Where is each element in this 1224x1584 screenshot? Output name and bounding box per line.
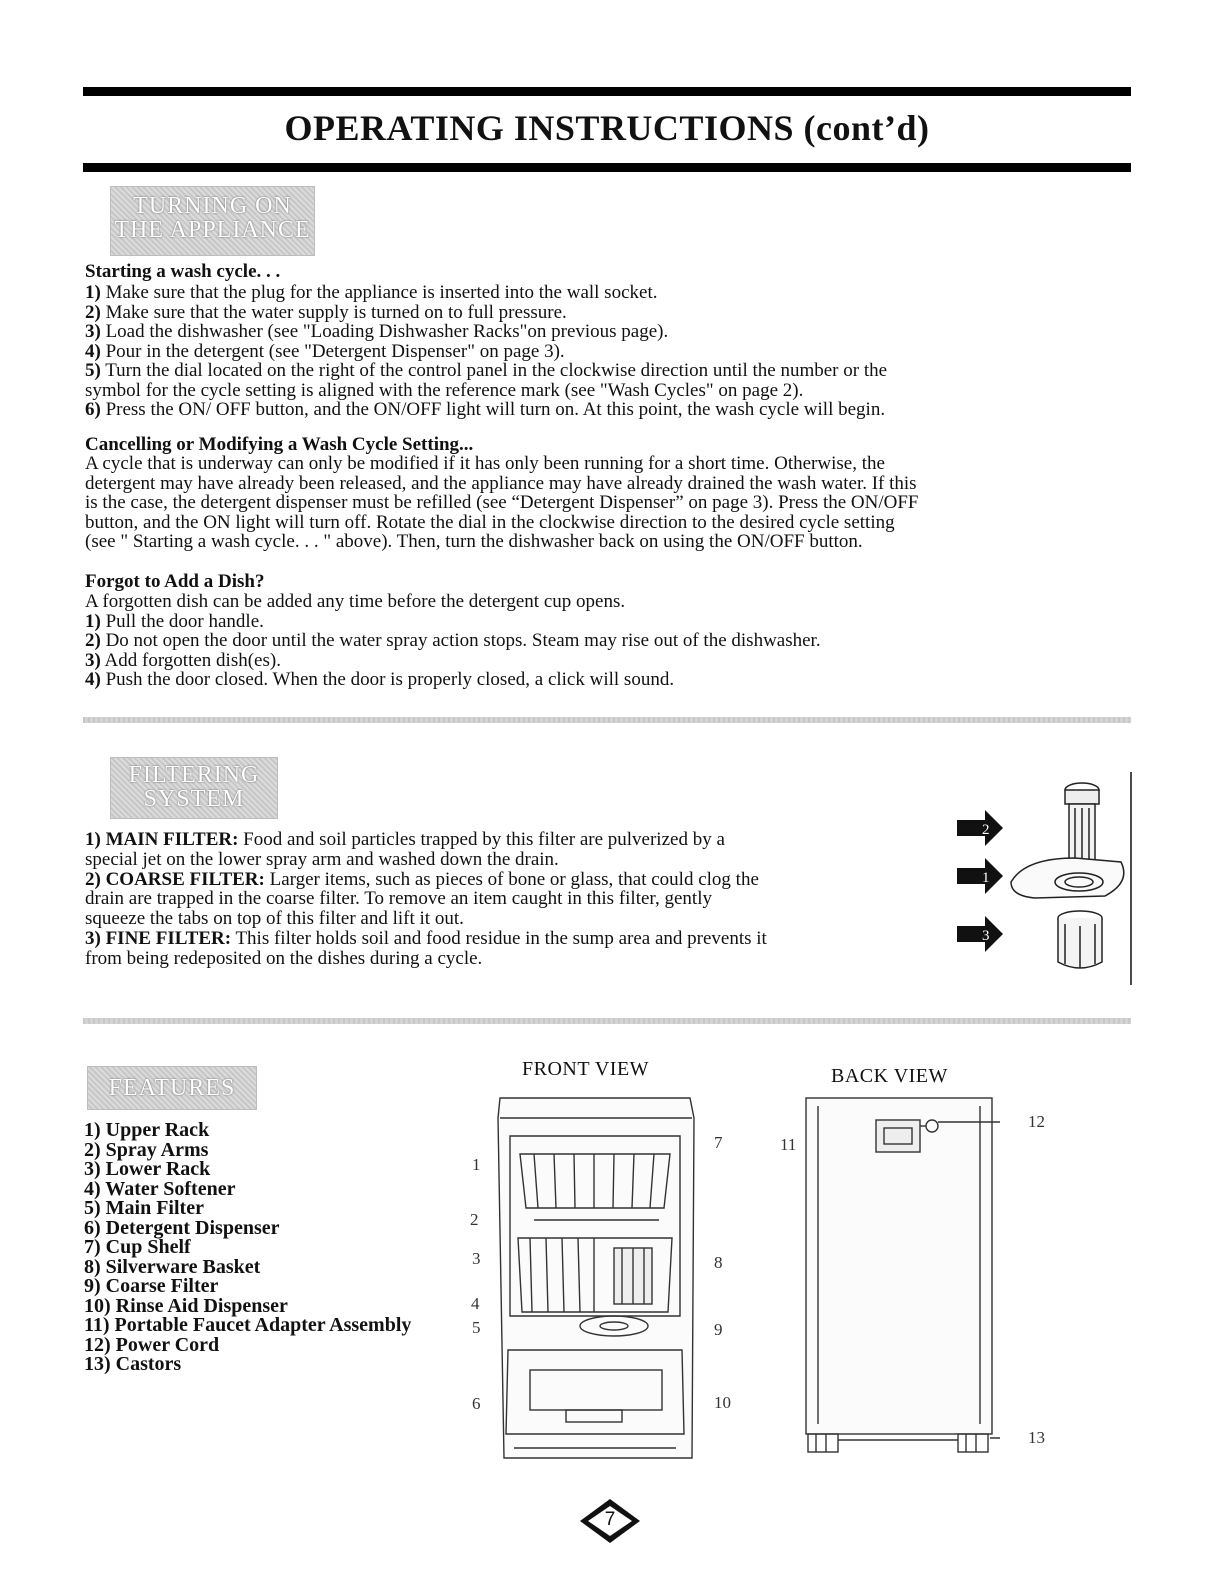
coarse-filter-icon (1065, 783, 1099, 868)
heading-line: TURNING ON (133, 193, 292, 219)
section-separator (83, 717, 1131, 723)
callout-3: 3 (472, 1249, 481, 1268)
step-line (85, 283, 887, 303)
arrow-1-icon (957, 858, 1003, 894)
callout-10: 10 (714, 1393, 731, 1412)
callout-11: 11 (780, 1135, 797, 1154)
step-number: 1) (85, 610, 101, 632)
section-heading-features (87, 1066, 257, 1110)
feature-item: 6) Detergent Dispenser (84, 1216, 280, 1239)
paragraph-line (85, 870, 767, 890)
step-text: Press the ON/ OFF button, and the ON/OFF light will turn on. At this point, the wash cycle will begin. (100, 399, 886, 420)
front-view-label: FRONT VIEW (522, 1058, 650, 1080)
fine-filter-icon (1058, 911, 1102, 968)
callout-2: 2 (470, 1210, 479, 1229)
step-text: Pull the door handle. (100, 610, 264, 632)
step-text: Make sure that the water supply is turned on to full pressure. (100, 301, 567, 323)
step-text: Turn the dial located on the right of the control panel in the clockwise direction until the number or the (100, 360, 888, 381)
forgot-steps (85, 592, 821, 690)
callout-13: 13 (1028, 1428, 1045, 1447)
filter-descriptions (85, 830, 767, 969)
back-view-diagram (800, 1094, 1000, 1464)
callout-4: 4 (471, 1294, 480, 1313)
title-rule (83, 163, 1131, 172)
feature-item: 9) Coarse Filter (84, 1275, 219, 1297)
paragraph-line: A cycle that is underway can only be modified if it has only been running for a short time. Otherwise, the (85, 453, 885, 474)
feature-item: 5) Main Filter (84, 1197, 204, 1219)
paragraph-line: special jet on the lower spray arm and washed down the drain. (85, 848, 559, 870)
section-heading-filtering (110, 757, 278, 819)
feature-item: 2) Spray Arms (84, 1138, 209, 1161)
feature-item: 8) Silverware Basket (84, 1255, 261, 1278)
step-number: 4) (85, 669, 101, 690)
heading-line: THE APPLIANCE (114, 217, 311, 243)
step-text: Push the door closed. When the door is properly closed, a click will sound. (100, 669, 675, 690)
section-separator (83, 1018, 1131, 1024)
filter-text: Food and soil particles trapped by this filter are pulverized by a (238, 829, 725, 850)
step-line (85, 303, 887, 323)
step-number: 4) (85, 340, 101, 362)
callout-1: 1 (472, 1155, 481, 1174)
step-number: 1) (85, 282, 101, 303)
cancel-paragraph (85, 454, 918, 552)
step-line (85, 400, 887, 420)
section-heading-turning-on (110, 186, 315, 256)
filter-text: Larger items, such as pieces of bone or glass, that could clog the (264, 868, 759, 890)
step-text: Do not open the door until the water spray action stops. Steam may rise out of the dishwasher. (100, 630, 821, 651)
page-number: 7 (604, 1509, 616, 1530)
filter-text: This filter holds soil and food residue in the sump area and prevents it (231, 927, 767, 949)
step-number: 2) (85, 630, 101, 651)
arrow-2-icon (957, 810, 1003, 846)
step-line (85, 381, 887, 401)
paragraph-line: is the case, the detergent dispenser must be refilled (see “Detergent Dispenser” on page 3). Press the ON/OFF (85, 492, 919, 513)
paragraph-line (85, 830, 767, 850)
callout-5: 5 (472, 1318, 481, 1337)
filter-name: 1) MAIN FILTER: (85, 829, 239, 850)
callout-8: 8 (714, 1253, 723, 1272)
page-title: OPERATING INSTRUCTIONS (cont’d) (284, 108, 930, 148)
filter-diagram (945, 770, 1135, 1000)
arrow-3-icon (957, 916, 1003, 952)
callout-7: 7 (714, 1133, 723, 1152)
feature-item: 13) Castors (84, 1353, 182, 1375)
arrow-label-3: 3 (982, 928, 990, 944)
step-line (85, 612, 821, 632)
step-text: Pour in the detergent (see "Detergent Dispenser" on page 3). (100, 340, 565, 362)
feature-item: 7) Cup Shelf (84, 1236, 191, 1258)
feature-item: 11) Portable Faucet Adapter Assembly (84, 1314, 412, 1336)
arrow-label-2: 2 (982, 822, 990, 838)
step-number: 6) (85, 399, 101, 420)
forgot-title: Forgot to Add a Dish? (85, 571, 265, 592)
step-text: Add forgotten dish(es). (100, 649, 281, 671)
step-number: 3) (85, 649, 101, 671)
top-rule (83, 87, 1131, 96)
step-line (85, 322, 887, 342)
starting-steps (85, 283, 887, 420)
heading-line: FILTERING (128, 762, 260, 788)
step-number: 3) (85, 321, 101, 342)
step-text: Make sure that the plug for the appliance is inserted into the wall socket. (100, 282, 658, 303)
back-view-label: BACK VIEW (831, 1065, 948, 1087)
main-filter-icon (1011, 858, 1124, 898)
step-line (85, 361, 887, 381)
paragraph-line: detergent may have already been released, and the appliance may have already drained the wash water. If this (85, 472, 917, 494)
arrow-label-1: 1 (982, 870, 990, 886)
callout-9: 9 (714, 1320, 723, 1339)
paragraph-line: from being redeposited on the dishes during a cycle. (85, 947, 483, 969)
paragraph-line (85, 929, 767, 949)
step-text: Load the dishwasher (see "Loading Dishwasher Racks"on previous page). (100, 321, 669, 342)
paragraph-line: button, and the ON light will turn off. Rotate the dial in the clockwise direction to the desired cycle setting (85, 511, 895, 533)
step-line (85, 631, 821, 651)
feature-item: 4) Water Softener (84, 1177, 236, 1200)
step-line (85, 342, 887, 362)
feature-item: 10) Rinse Aid Dispenser (84, 1294, 288, 1317)
step-number: 5) (85, 360, 101, 381)
paragraph-line: drain are trapped in the coarse filter. To remove an item caught in this filter, gently (85, 888, 712, 910)
features-list (84, 1121, 411, 1375)
callout-12: 12 (1028, 1112, 1045, 1131)
feature-item: 3) Lower Rack (84, 1158, 211, 1180)
paragraph-line: squeeze the tabs on top of this filter and lift it out. (85, 908, 464, 930)
step-text: symbol for the cycle setting is aligned with the reference mark (see "Wash Cycles" on page 2). (85, 379, 804, 401)
cancel-title: Cancelling or Modifying a Wash Cycle Setting... (85, 434, 474, 455)
filter-name: 3) FINE FILTER: (85, 927, 232, 949)
step-line (85, 670, 821, 690)
callout-6: 6 (472, 1394, 481, 1413)
paragraph-line: (see " Starting a wash cycle. . . " above). Then, turn the dishwasher back on using the ON/OFF button. (85, 531, 863, 552)
heading-line: SYSTEM (143, 786, 245, 812)
step-line (85, 651, 821, 671)
paragraph-line: A forgotten dish can be added any time before the detergent cup opens. (85, 591, 626, 612)
starting-title: Starting a wash cycle. . . (85, 261, 281, 282)
step-number: 2) (85, 301, 101, 323)
front-view-diagram (494, 1088, 734, 1473)
feature-item: 12) Power Cord (84, 1333, 220, 1356)
heading-line: FEATURES (108, 1075, 236, 1101)
filter-name: 2) COARSE FILTER: (85, 868, 265, 890)
feature-item: 1) Upper Rack (84, 1119, 210, 1141)
